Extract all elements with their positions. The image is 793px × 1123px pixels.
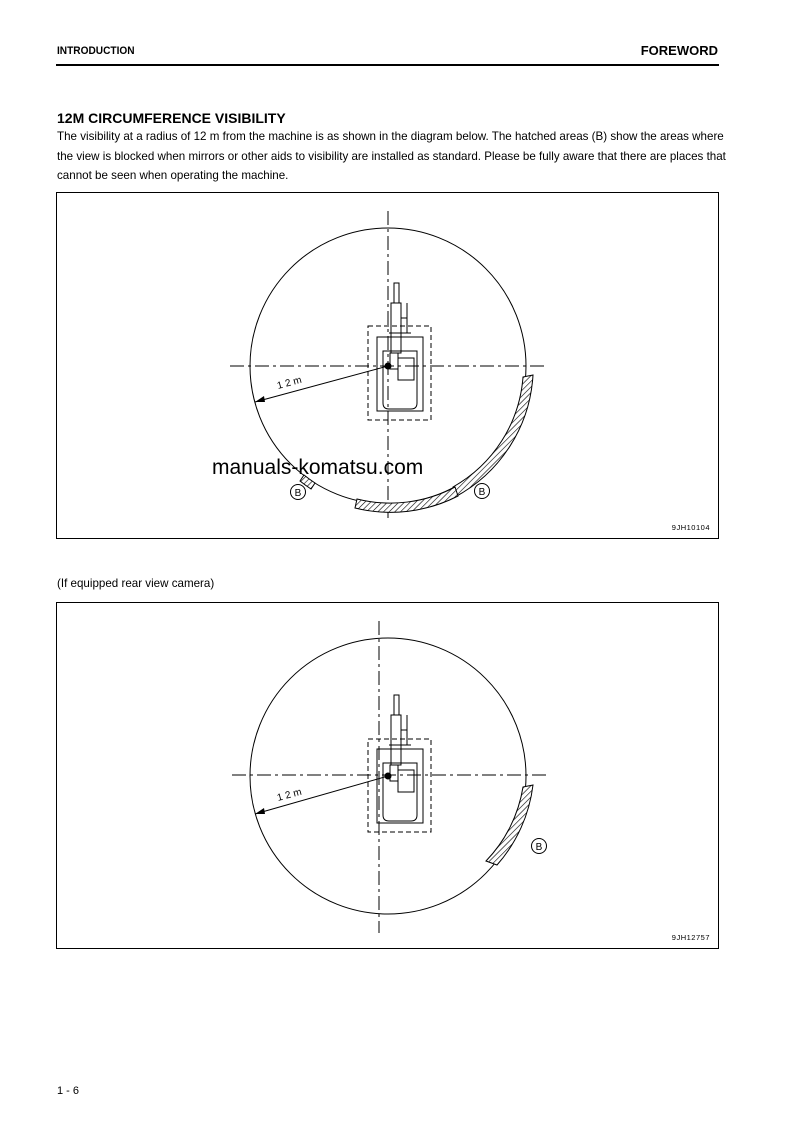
header-rule <box>56 64 719 66</box>
page-number: 1 - 6 <box>57 1085 80 1097</box>
figure-code: 9JH12757 <box>671 933 710 942</box>
watermark-text: manuals-komatsu.com <box>212 456 424 479</box>
diagram-drawing <box>57 603 720 950</box>
visibility-diagram-standard <box>56 192 719 539</box>
intro-paragraph: The visibility at a radius of 12 m from the machine is as shown in the diagram below. The hatched areas (B) show the areas where the view is blocked when mirrors or other aids to visibility are installed as standard. Please be fully aware that there are places that cannot be seen when operating the machine. <box>57 130 726 182</box>
section-title: 12M CIRCUMFERENCE VISIBILITY <box>57 110 286 126</box>
radius-arrowhead <box>255 808 265 814</box>
header-chapter: FOREWORD <box>640 43 718 58</box>
area-b-label-left: B <box>294 488 302 499</box>
header-section: INTRODUCTION <box>57 45 135 57</box>
blocked-area-bottom <box>355 487 458 512</box>
blocked-area-right <box>486 785 533 865</box>
visibility-diagram-rear-camera <box>56 602 719 949</box>
figure2-caption: (If equipped rear view camera) <box>57 577 215 590</box>
machine-outline <box>377 283 423 411</box>
blocked-area-right <box>453 375 533 497</box>
radius-label: 1 2 m <box>275 786 303 804</box>
radius-label: 1 2 m <box>275 374 303 392</box>
area-b-label-right: B <box>478 487 486 498</box>
area-b-label: B <box>535 842 543 853</box>
diagram-drawing <box>57 193 720 540</box>
machine-outline <box>377 695 423 823</box>
radius-arrowhead <box>255 396 265 402</box>
figure-code: 9JH10104 <box>671 523 710 532</box>
